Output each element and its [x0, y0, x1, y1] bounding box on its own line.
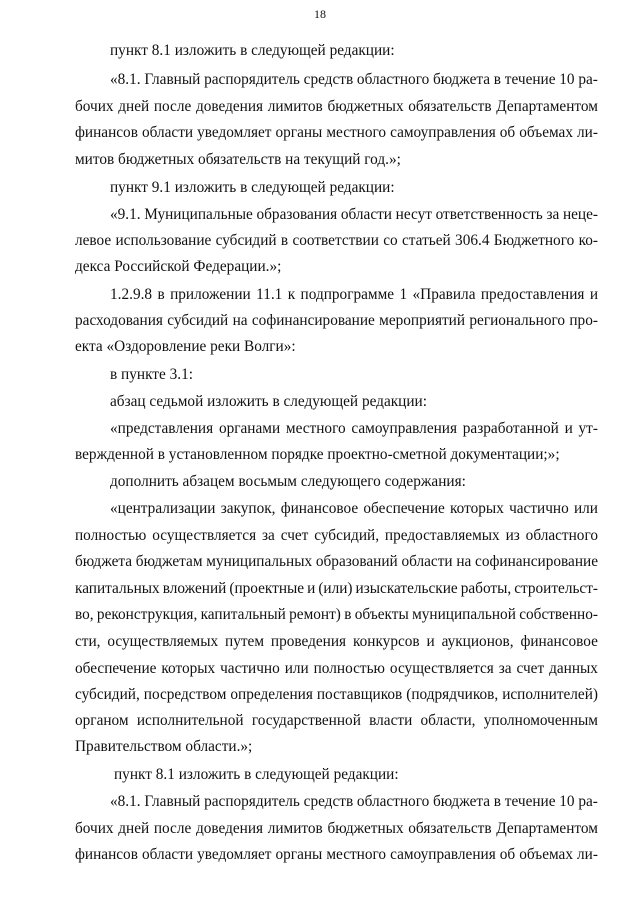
text-line: абзац седьмой изложить в следующей редакции:: [110, 393, 427, 410]
text-line: полностью осуществляется за счет субсидий, предоставляемых из областного: [75, 527, 598, 544]
text-line: капитальных вложений (проектные и (или) изыскательские работы, строительст-: [75, 580, 598, 597]
page-number: 18: [314, 7, 326, 21]
text-line: «8.1. Главный распорядитель средств областного бюджета в течение 10 ра-: [110, 71, 598, 88]
text-line: «представления органами местного самоуправления разработанной и ут-: [110, 420, 598, 437]
text-line: сти, осуществляемых путем проведения конкурсов и аукционов, финансовое: [75, 633, 598, 650]
text-line: митов бюджетных обязательств на текущий год.»;: [75, 151, 401, 168]
text-line: Правительством области.»;: [75, 738, 253, 755]
text-line: пункт 8.1 изложить в следующей редакции:: [110, 42, 395, 59]
text-line: финансов области уведомляет органы местного самоуправления об объемах ли-: [75, 846, 598, 863]
text-line: бочих дней после доведения лимитов бюджетных обязательств Департаментом: [75, 820, 598, 837]
text-line: 1.2.9.8 в приложении 11.1 к подпрограмме 1 «Правила предоставления и: [110, 286, 598, 303]
text-line: декса Российской Федерации.»;: [75, 258, 282, 275]
text-line: «9.1. Муниципальные образования области несут ответственность за неце-: [110, 206, 598, 223]
text-line: «8.1. Главный распорядитель средств областного бюджета в течение 10 ра-: [110, 793, 598, 810]
text-line: пункт 8.1 изложить в следующей редакции:: [114, 766, 399, 783]
text-line: дополнить абзацем восьмым следующего содержания:: [110, 473, 466, 490]
text-line: органом исполнительной государственной власти области, уполномоченным: [75, 712, 598, 729]
text-line: финансов области уведомляет органы местного самоуправления об объемах ли-: [75, 124, 598, 141]
text-line: пункт 9.1 изложить в следующей редакции:: [110, 179, 395, 196]
text-line: обеспечение которых частично или полностью осуществляется за счет данных: [75, 660, 598, 677]
text-line: вержденной в установленном порядке проектно-сметной документации;»;: [75, 446, 560, 463]
text-line: бюджета бюджетам муниципальных образований области на софинансирование: [75, 553, 598, 570]
text-line: «централизации закупок, финансовое обеспечение которых частично или: [110, 500, 598, 517]
text-line: субсидий, посредством определения поставщиков (подрядчиков, исполнителей): [75, 686, 598, 703]
text-line: левое использование субсидий в соответствии со статьей 306.4 Бюджетного ко-: [75, 232, 598, 249]
text-line: расходования субсидий на софинансирование мероприятий регионального про-: [75, 312, 598, 329]
text-line: в пункте 3.1:: [110, 366, 193, 383]
text-line: бочих дней после доведения лимитов бюджетных обязательств Департаментом: [75, 98, 598, 115]
text-line: во, реконструкция, капитальный ремонт) в объекты муниципальной собственно-: [75, 606, 598, 623]
text-line: екта «Оздоровление реки Волги»:: [75, 338, 296, 355]
